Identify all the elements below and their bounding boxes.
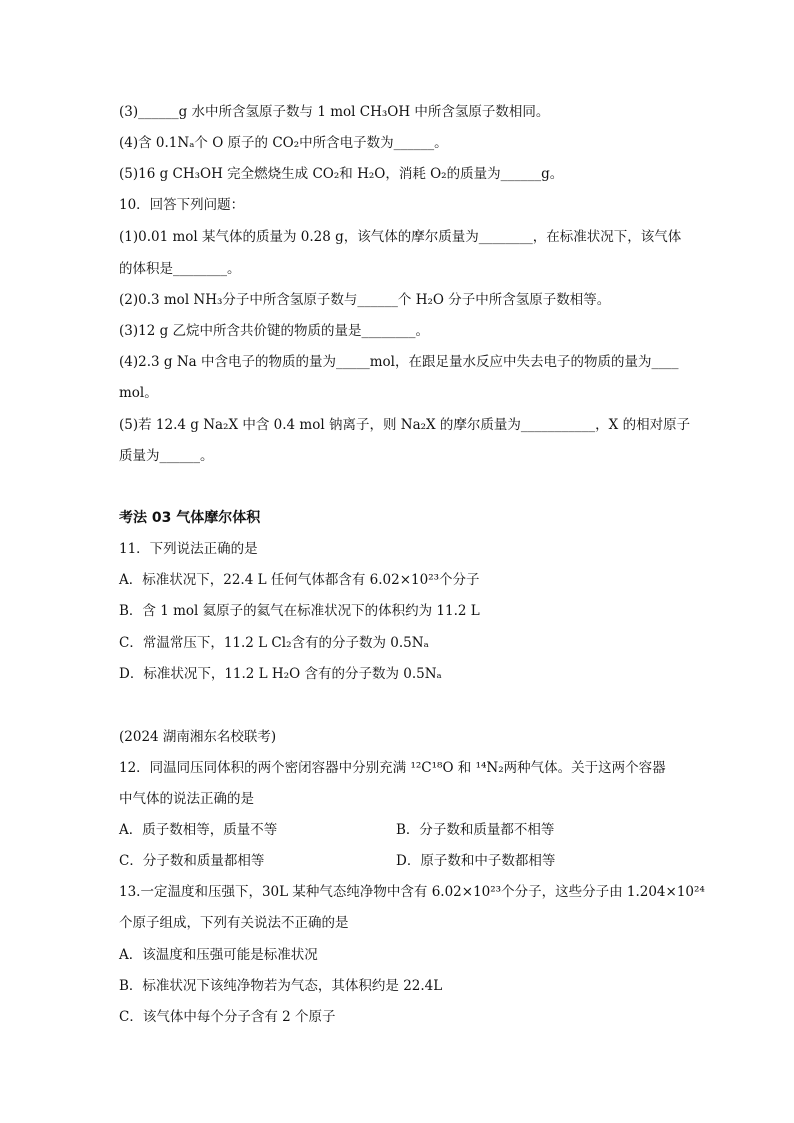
q10-3: (3)12 g 乙烷中所含共价键的物质的量是________。 (119, 323, 430, 339)
q10-4-line2: mol。 (119, 385, 158, 401)
q10-1-line2: 的体积是________。 (119, 261, 241, 277)
q12-option-b: B．分子数和质量都不相等 (396, 822, 555, 838)
source-note: (2024 湖南湘东名校联考) (119, 729, 277, 745)
section-heading: 考法 03 气体摩尔体积 (119, 510, 261, 526)
q10-5-line1: (5)若 12.4 g Na₂X 中含 0.4 mol 钠离子，则 Na₂X 的摩尔质量为___________，X 的相对原子 (119, 417, 691, 433)
q12-stem-line1: 12．同温同压同体积的两个密闭容器中分别充满 ¹²C¹⁸O 和 ¹⁴N₂两种气体。关于这两个容器 (119, 760, 666, 776)
q10-4-line1: (4)2.3 g Na 中含电子的物质的量为_____mol，在跟足量水反应中失去电子的物质的量为____ (119, 354, 679, 370)
q10-2: (2)0.3 mol NH₃分子中所含氢原子数与______个 H₂O 分子中所含氢原子数相等。 (119, 292, 611, 308)
q10-1-line1: (1)0.01 mol 某气体的质量为 0.28 g，该气体的摩尔质量为________，在标准状况下，该气体 (119, 229, 682, 245)
q11-stem: 11．下列说法正确的是 (119, 541, 258, 557)
line-q9-4: (4)含 0.1Nₐ个 O 原子的 CO₂中所含电子数为______。 (119, 135, 448, 151)
q12-option-c: C．分子数和质量都相等 (119, 853, 265, 869)
q12-option-a: A．质子数相等，质量不等 (119, 822, 278, 838)
q13-stem-line2: 个原子组成，下列有关说法不正确的是 (119, 915, 349, 931)
q13-option-a: A．该温度和压强可能是标准状况 (119, 947, 318, 963)
q12-stem-line2: 中气体的说法正确的是 (119, 791, 254, 807)
q11-option-c: C．常温常压下，11.2 L Cl₂含有的分子数为 0.5Nₐ (119, 635, 429, 651)
q13-option-b: B．标准状况下该纯净物若为气态，其体积约是 22.4L (119, 978, 443, 994)
q10-5-line2: 质量为______。 (119, 448, 214, 464)
q13-option-c: C．该气体中每个分子含有 2 个原子 (119, 1009, 336, 1025)
line-q9-5: (5)16 g CH₃OH 完全燃烧生成 CO₂和 H₂O，消耗 O₂的质量为______g。 (119, 166, 564, 182)
q10-stem: 10．回答下列问题： (119, 197, 245, 213)
q13-stem-line1: 13.一定温度和压强下，30L 某种气态纯净物中含有 6.02×10²³个分子，这些分子由 1.204×10²⁴ (119, 884, 705, 900)
q11-option-d: D．标准状况下，11.2 L H₂O 含有的分子数为 0.5Nₐ (119, 666, 442, 682)
line-q9-3: (3)______g 水中所含氢原子数与 1 mol CH₃OH 中所含氢原子数相同。 (119, 104, 550, 120)
q11-option-b: B．含 1 mol 氦原子的氦气在标准状况下的体积约为 11.2 L (119, 603, 480, 619)
q11-option-a: A．标准状况下，22.4 L 任何气体都含有 6.02×10²³个分子 (119, 572, 480, 588)
q12-option-d: D．原子数和中子数都相等 (396, 853, 556, 869)
